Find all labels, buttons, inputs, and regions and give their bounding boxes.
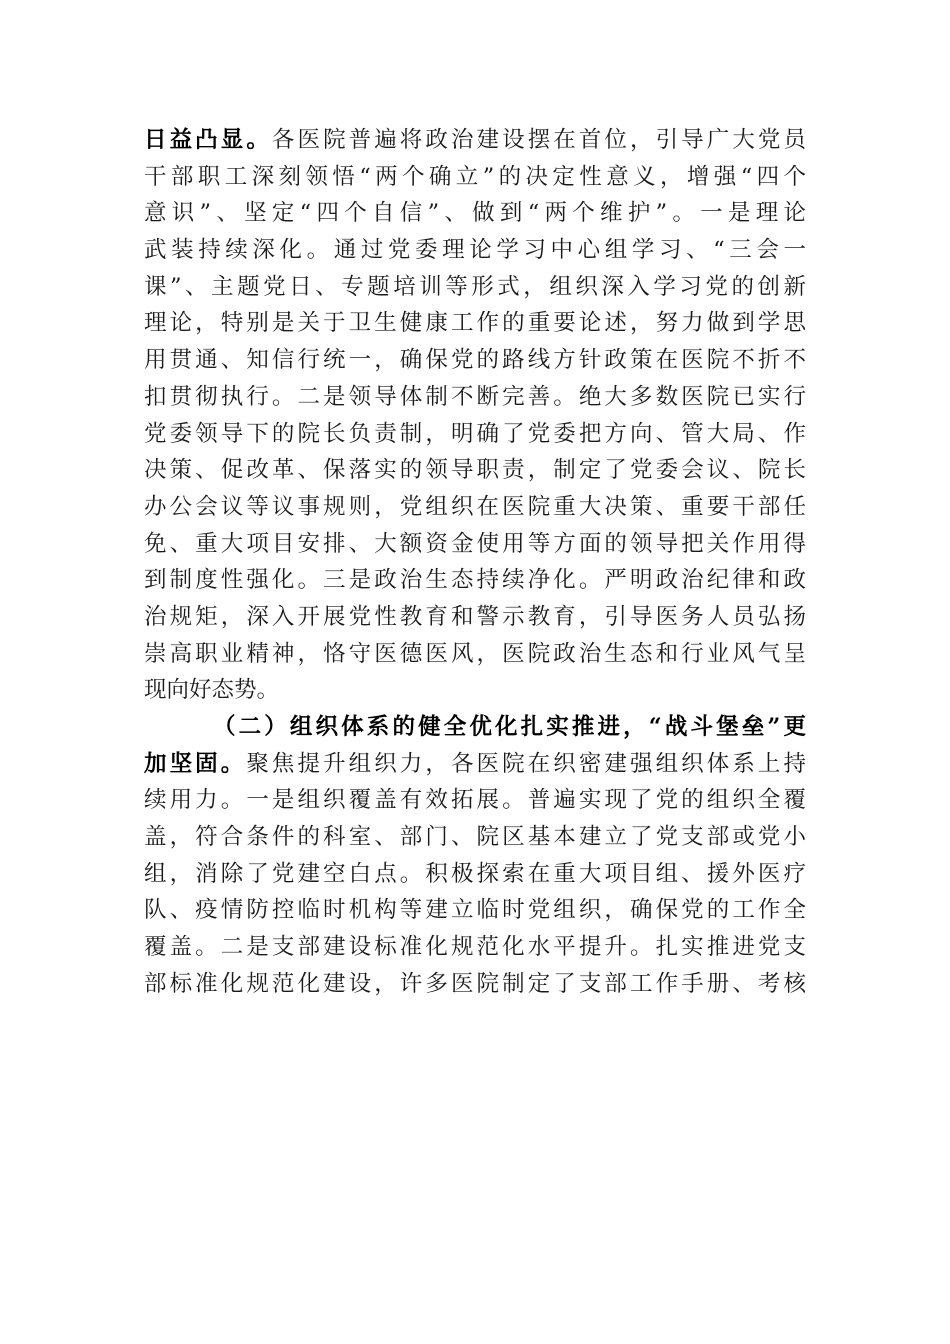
- text-line: 党委领导下的院长负责制，明确了党委把方向、管大局、作: [144, 420, 806, 447]
- text-line: 课”、主题党日、专题培训等形式，组织深入学习党的创新: [144, 273, 806, 300]
- text-line: 到制度性强化。三是政治生态持续净化。严明政治纪律和政: [144, 567, 806, 594]
- text-line: 加坚固。聚焦提升组织力，各医院在织密建强组织体系上持: [144, 750, 806, 777]
- text-line: 用贯通、知信行统一，确保党的路线方针政策在医院不折不: [144, 347, 806, 374]
- text-line: 盖，符合条件的科室、部门、院区基本建立了党支部或党小: [144, 824, 806, 851]
- text-line: 覆盖。二是支部建设标准化规范化水平提升。扎实推进党支: [144, 934, 806, 961]
- text-line: 办公会议等议事规则，党组织在医院重大决策、重要干部任: [144, 493, 806, 520]
- text-line: 崇高职业精神，恪守医德医风，医院政治生态和行业风气呈: [144, 640, 806, 667]
- text-line: 日益凸显。各医院普遍将政治建设摆在首位，引导广大党员: [144, 127, 806, 153]
- section-heading: （二）组织体系的健全优化扎实推进，“战斗堡垒”更: [213, 714, 806, 740]
- text-line: 续用力。一是组织覆盖有效拓展。普遍实现了党的组织全覆: [144, 787, 806, 814]
- text-line: 部标准化规范化建设，许多医院制定了支部工作手册、考核: [144, 970, 806, 997]
- text-line: 扣贯彻执行。二是领导体制不断完善。绝大多数医院已实行: [144, 383, 806, 410]
- paragraph-organizational-system: [144, 709, 806, 1003]
- text-line: 组，消除了党建空白点。积极探索在重大项目组、援外医疗: [144, 860, 806, 887]
- document-page: [144, 122, 806, 1003]
- text-line: 队、疫情防控临时机构等建立临时党组织，确保党的工作全: [144, 897, 806, 924]
- text-line: 干部职工深刻领悟“两个确立”的决定性意义，增强“四个: [144, 163, 806, 190]
- text-line: 理论，特别是关于卫生健康工作的重要论述，努力做到学思: [144, 310, 806, 337]
- text-line: 决策、促改革、保落实的领导职责，制定了党委会议、院长: [144, 457, 806, 484]
- text-line: 武装持续深化。通过党委理论学习中心组学习、“三会一: [144, 237, 806, 264]
- text-line: 意识”、坚定“四个自信”、做到“两个维护”。一是理论: [144, 200, 806, 227]
- paragraph-political-construction: [144, 122, 806, 709]
- text-line: 现向好态势。: [144, 677, 280, 704]
- text-line: 治规矩，深入开展党性教育和警示教育，引导医务人员弘扬: [144, 603, 806, 630]
- text-line: 免、重大项目安排、大额资金使用等方面的领导把关作用得: [144, 530, 806, 557]
